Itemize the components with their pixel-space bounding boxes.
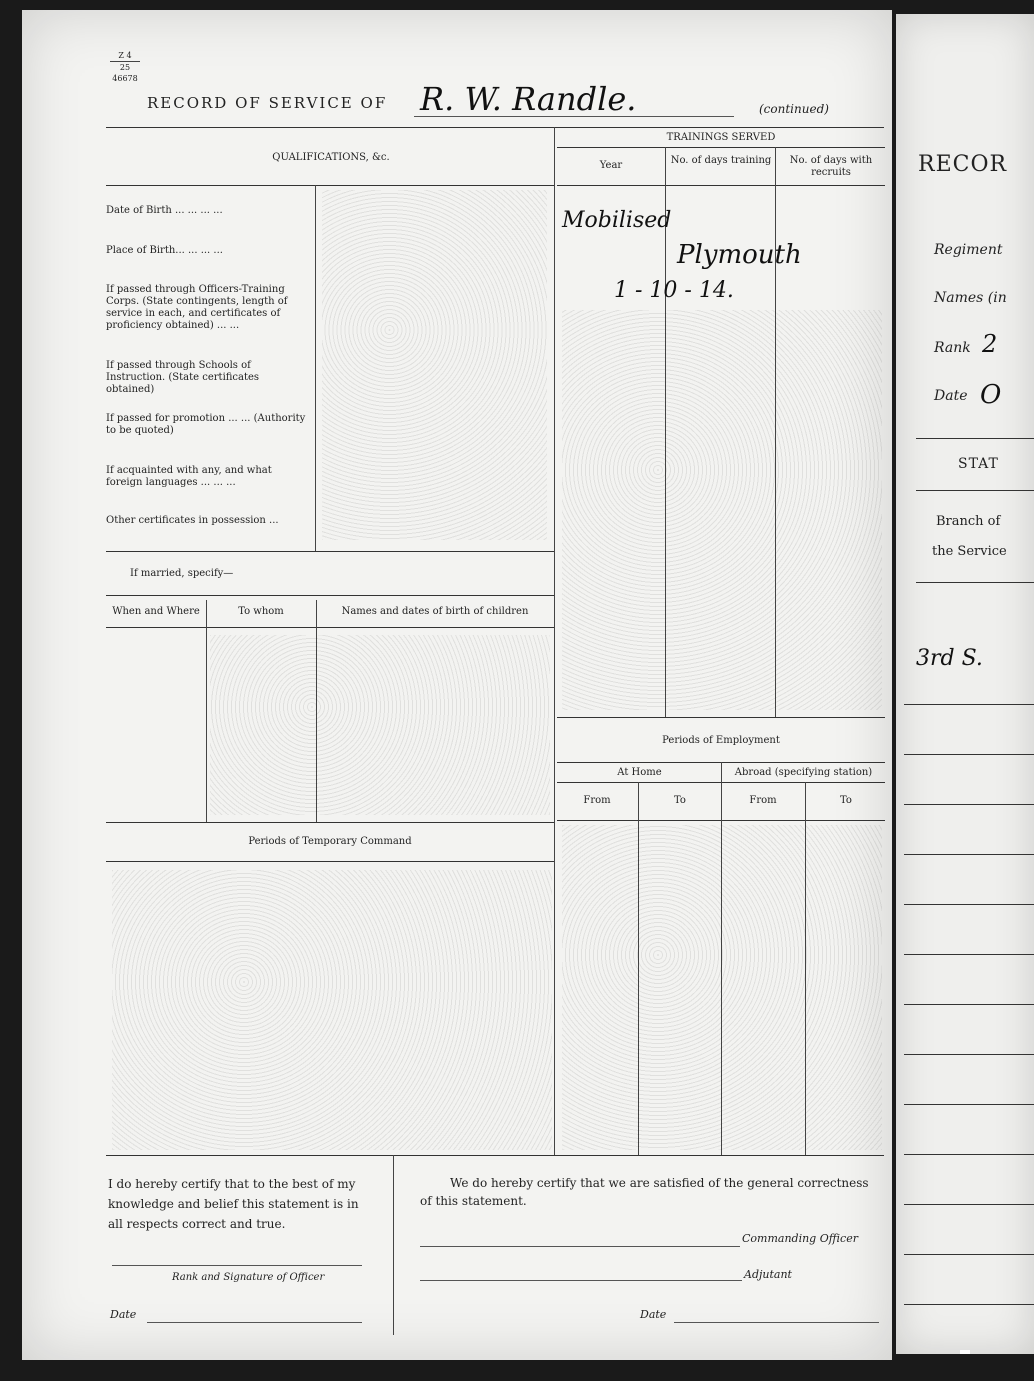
adjacent-regiment: Regiment	[934, 242, 1003, 258]
temp-command-rule	[106, 861, 554, 862]
certify-divider	[393, 1155, 394, 1335]
adjacent-rule-1	[916, 438, 1034, 439]
otc-label: If passed through Officers-Training Corps. (State contingents, length of service in each, and certificates of proficiency obtained) ... ...	[106, 284, 288, 331]
schools-label: If passed through Schools of Instruction. (State certificates obtained)	[106, 360, 260, 395]
year-header: Year	[599, 160, 623, 171]
record-of-service-page	[22, 10, 892, 1360]
adjacent-handwritten-row: 3rd S.	[916, 646, 983, 671]
days-recruits-header: No. of days with recruits	[789, 155, 873, 178]
center-divider	[554, 127, 555, 1155]
form-reference	[110, 50, 140, 84]
adjacent-date: Date	[934, 388, 968, 404]
other-certificates-label: Other certificates in possession ...	[106, 515, 279, 526]
adjacent-row-1	[904, 704, 1034, 705]
officer-certification-text: I do hereby certify that to the best of my knowledge and belief this statement is in all respects correct and true.	[108, 1177, 359, 1231]
page-edge-marker	[960, 1350, 970, 1354]
languages-label: If acquainted with any, and what foreign languages ... ... ...	[106, 465, 272, 488]
co-signature-line[interactable]	[420, 1246, 740, 1247]
abroad-header: Abroad (specifying station)	[734, 767, 873, 778]
scan-noise-3	[112, 870, 552, 1150]
trainings-header-rule	[557, 185, 885, 186]
co-date-line[interactable]	[674, 1322, 879, 1323]
adjacent-row-12	[904, 1254, 1034, 1255]
adjutant-label: Adjutant	[744, 1268, 792, 1281]
adjacent-row-9	[904, 1104, 1034, 1105]
officer-date-line[interactable]	[147, 1322, 362, 1323]
married-top-rule	[106, 551, 554, 552]
adjutant-signature-line[interactable]	[420, 1280, 742, 1281]
when-where-header: When and Where	[112, 606, 200, 617]
adjacent-row-2	[904, 754, 1034, 755]
form-ref-line3: 46678	[112, 74, 138, 83]
qualifications-heading: QUALIFICATIONS, &c.	[272, 152, 390, 163]
adjacent-date-handwritten: O	[980, 380, 1002, 410]
form-ref-line2: 25	[110, 61, 140, 73]
certify-top-rule	[106, 1155, 884, 1156]
temp-command-top-rule	[106, 822, 554, 823]
married-heading: If married, specify—	[130, 568, 234, 579]
abroad-to-header: To	[840, 795, 852, 806]
employment-top-rule	[557, 717, 885, 718]
qualifications-rule	[106, 185, 554, 186]
officer-signature-line[interactable]	[112, 1265, 362, 1266]
officer-date-label: Date	[110, 1308, 137, 1321]
co-certification-text: We do hereby certify that we are satisfied of the general correctness of this statement.	[420, 1176, 869, 1208]
adjacent-row-5	[904, 904, 1034, 905]
officer-signature-label: Rank and Signature of Officer	[172, 1272, 325, 1283]
adjacent-branch-1: Branch of	[936, 514, 1001, 529]
scan-noise-2	[210, 635, 550, 815]
scan-noise-4	[562, 310, 882, 710]
co-label: Commanding Officer	[742, 1232, 858, 1245]
header-rule	[106, 127, 884, 128]
form-ref-line1: Z 4	[118, 51, 132, 60]
adjacent-row-11	[904, 1204, 1034, 1205]
married-header-rule	[106, 627, 554, 628]
adjacent-rule-2	[916, 490, 1034, 491]
adjacent-row-6	[904, 954, 1034, 955]
married-rule	[106, 595, 554, 596]
home-to-header: To	[674, 795, 686, 806]
trainings-rule	[557, 147, 885, 148]
days-training-header: No. of days training	[670, 155, 772, 166]
married-divider-1	[206, 600, 207, 822]
scan-noise-5	[562, 825, 882, 1150]
adjacent-row-7	[904, 1004, 1034, 1005]
adjacent-row-4	[904, 854, 1034, 855]
home-from-header: From	[583, 795, 611, 806]
at-home-header: At Home	[617, 767, 662, 778]
adjacent-rule-3	[916, 582, 1034, 583]
to-whom-header: To whom	[238, 606, 284, 617]
handwritten-plymouth: Plymouth	[677, 240, 802, 270]
adjacent-page	[896, 14, 1034, 1354]
adjacent-row-10	[904, 1154, 1034, 1155]
record-title: RECORD OF SERVICE OF	[147, 94, 388, 112]
adjacent-row-13	[904, 1304, 1034, 1305]
adjacent-row-3	[904, 804, 1034, 805]
temp-command-heading: Periods of Temporary Command	[248, 836, 412, 847]
date-of-birth-label: Date of Birth ... ... ... ...	[106, 205, 223, 216]
adjacent-title: RECOR	[918, 152, 1008, 177]
adjacent-rank-handwritten: 2	[982, 330, 998, 358]
adjacent-branch-2: the Service	[932, 544, 1007, 559]
trainings-heading: TRAININGS SERVED	[666, 132, 776, 143]
employment-heading: Periods of Employment	[662, 735, 780, 746]
abroad-from-header: From	[749, 795, 777, 806]
name-underline	[414, 116, 734, 117]
place-of-birth-label: Place of Birth... ... ... ...	[106, 245, 223, 256]
children-header: Names and dates of birth of children	[341, 606, 529, 617]
officer-name-handwritten: R. W. Randle.	[420, 80, 637, 118]
promotion-label: If passed for promotion ... ... (Authority to be quoted)	[106, 413, 306, 436]
adjacent-row-8	[904, 1054, 1034, 1055]
handwritten-date: 1 - 10 - 14.	[614, 278, 734, 303]
adjacent-rank: Rank	[934, 340, 971, 356]
adjacent-names: Names (in	[934, 290, 1007, 306]
adjacent-stat: STAT	[958, 456, 999, 472]
continued-label: (continued)	[759, 102, 829, 116]
handwritten-mobilised: Mobilised	[562, 208, 672, 233]
co-date-label: Date	[640, 1308, 667, 1321]
qualifications-divider	[315, 185, 316, 551]
scan-noise	[322, 190, 547, 540]
